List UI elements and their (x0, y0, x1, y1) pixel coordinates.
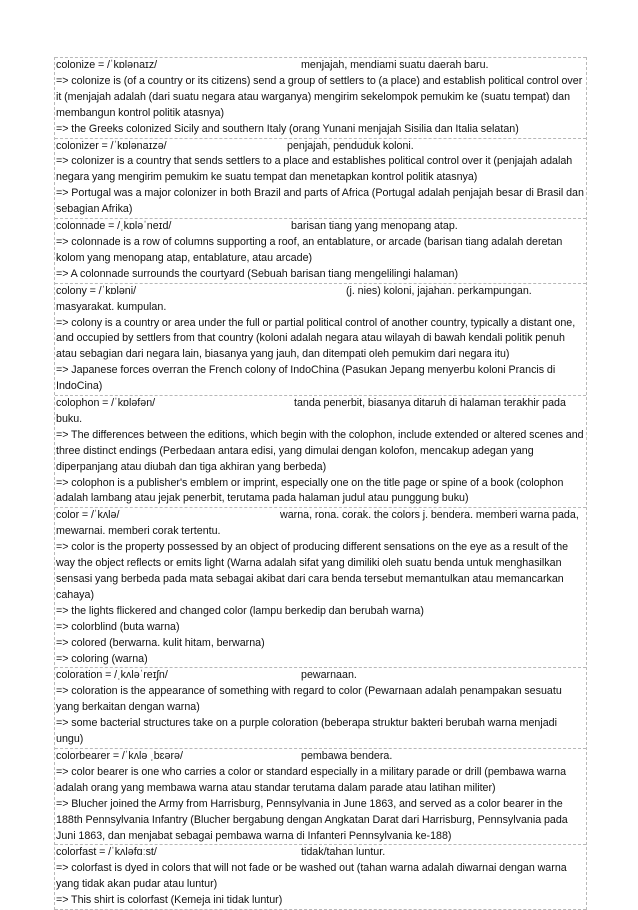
entry-translation: pembawa bendera. (301, 749, 393, 762)
entry-headline (55, 668, 586, 684)
dictionary-entry (55, 218, 586, 283)
entry-example-line: => color bearer is one who carries a color or standard especially in a military parade or drill (pembawa warna adalah orang yang membawa warna atau standar terutama dalam parade atau latihan militer) (56, 765, 567, 794)
entry-example-line: => the lights flickered and changed color (lampu berkedip dan berubah warna) (56, 604, 424, 617)
entry-example-line: => colonizer is a country that sends settlers to a place and establishes political control over it (penjajah adalah negara yang mengirim pemukim ke suatu tempat dan menetapkan kontrol politik atasnya) (56, 155, 573, 184)
entry-translation: tidak/tahan luntur. (301, 846, 386, 859)
entry-translation: pewarnaan. (301, 669, 357, 682)
entry-term: coloration = /ˌkʌləˈreɪʃn/ (56, 669, 168, 682)
entry-translation: penjajah, penduduk koloni. (287, 139, 414, 152)
entry-translation: menjajah, mendiami suatu daerah baru. (301, 59, 489, 71)
entry-example-line: => Japanese forces overran the French colony of IndoChina (Pasukan Jepang menyerbu koloni Prancis di IndoCina) (56, 364, 556, 393)
entry-headline (55, 219, 586, 235)
dictionary-entry (55, 748, 586, 844)
entry-example-line: => some bacterial structures take on a purple coloration (beberapa struktur bakteri berubah warna menjadi ungu) (56, 717, 557, 746)
dictionary-entry (55, 395, 586, 507)
dictionary-entry (55, 138, 586, 219)
dictionary-list (54, 57, 587, 910)
entry-headline (55, 139, 586, 155)
dictionary-entry (55, 667, 586, 748)
entry-headline (55, 845, 586, 861)
entry-term: colonnade = /ˌkɒləˈneɪd/ (56, 220, 172, 233)
entry-headline (55, 749, 586, 765)
entry-example-line: => coloring (warna) (56, 652, 148, 665)
entry-term: colony = /ˈkɒləni/ (56, 284, 137, 297)
entry-example-line: => color is the property possessed by an object of producing different sensations on the eye as a result of the way the object reflects or emits light (Warna adalah sifat yang dimiliki oleh suatu benda untuk menghasilkan sensasi yang berbeda pada mata sebagai akibat dari cara benda tersebut memantulkan atau memancarkan cahaya) (56, 541, 569, 601)
entry-example-line: => colored (berwarna. kulit hitam, berwarna) (56, 636, 265, 649)
entry-example-line: => This shirt is colorfast (Kemeja ini tidak luntur) (56, 894, 283, 907)
entry-term: colonizer = /ˈkɒlənaɪzə/ (56, 139, 167, 152)
entry-headline (55, 284, 586, 316)
entry-term: colorfast = /ˈkʌləfɑːst/ (56, 846, 157, 859)
entry-headline (55, 508, 586, 540)
entry-example-line: => colony is a country or area under the full or partial political control of another country, typically a distant one, and occupied by settlers from that country (koloni adalah negara atau wilayah di bawah kendali politik penuh atau sebagian dari negara lain, biasanya yang jauh, dan ditempati oleh pemukim dari negara itu) (56, 316, 576, 361)
entry-example-line: => Portugal was a major colonizer in both Brazil and parts of Africa (Portugal adalah penjajah besar di Brasil dan sebagian Afrika) (56, 187, 584, 216)
entry-term: colorbearer = /ˈkʌlə ˌbɛərə/ (56, 749, 183, 762)
entry-example-line: => A colonnade surrounds the courtyard (Sebuah barisan tiang mengelilingi halaman) (56, 267, 459, 280)
entry-example-line: => colonize is (of a country or its citizens) send a group of settlers to (a place) and establish political control over it (menjajah adalah (dari suatu negara atau warganya) mengirim sekelompok pemukim ke (suatu tempat) dan membangun kontrol politik atasnya) (56, 74, 583, 119)
entry-example-line: => colorfast is dyed in colors that will not fade or be washed out (tahan warna adalah diwarnai dengan warna yang tidak akan pudar atau luntur) (56, 862, 567, 891)
dictionary-entry (55, 283, 586, 395)
entry-headline (55, 396, 586, 428)
entry-translation: warna, rona. corak. the colors j. bendera. memberi warna pada, mewarnai. memberi corak tertentu. (56, 509, 579, 538)
entry-term: colonize = /ˈkɒlənaɪz/ (56, 59, 158, 71)
entry-example-line: => Blucher joined the Army from Harrisburg, Pennsylvania in June 1863, and served as a color bearer in the 188th Pennsylvania Infantry (Blucher bergabung dengan Angkatan Darat dari Harrisburg, Pennsylvania pada Juni 1863, dan menjabat sebagai pembawa warna di Infanteri Pennsylvania ke-188) (56, 797, 568, 842)
entry-translation: tanda penerbit, biasanya ditaruh di halaman terakhir pada buku. (56, 397, 566, 425)
entry-example-line: => coloration is the appearance of something with regard to color (Pewarnaan adalah penampakan sesuatu yang berkaitan dengan warna) (56, 685, 562, 714)
entry-example-line: => colorblind (buta warna) (56, 620, 180, 633)
entry-translation: (j. nies) koloni, jajahan. perkampungan. masyarakat. kumpulan. (56, 284, 532, 313)
entry-term: color = /ˈkʌlə/ (56, 509, 120, 522)
entry-example-line: => The differences between the editions, which begin with the colophon, include extended or altered scenes and three distinct endings (Perbedaan antara edisi, yang dimulai dengan kolofon, mencakup adegan yang diperpanjang atau diubah dan tiga akhiran yang berbeda) (56, 428, 584, 473)
entry-example-line: => colonnade is a row of columns supporting a roof, an entablature, or arcade (barisan tiang adalah deretan kolom yang menopang atap, entablature, atau arcade) (56, 235, 563, 264)
dictionary-entry (55, 844, 586, 910)
entry-headline (55, 58, 586, 74)
dictionary-entry (55, 57, 586, 138)
entry-translation: barisan tiang yang menopang atap. (291, 220, 458, 233)
entry-example-line: => the Greeks colonized Sicily and southern Italy (orang Yunani menjajah Sisilia dan Italia selatan) (56, 122, 519, 135)
dictionary-entry (55, 507, 586, 667)
entry-term: colophon = /ˈkɒləfən/ (56, 397, 156, 410)
entry-example-line: => colophon is a publisher's emblem or imprint, especially one on the title page or spine of a book (colophon adalah lambang atau jejak penerbit, terutama pada halaman judul atau punggung buku) (56, 476, 564, 505)
